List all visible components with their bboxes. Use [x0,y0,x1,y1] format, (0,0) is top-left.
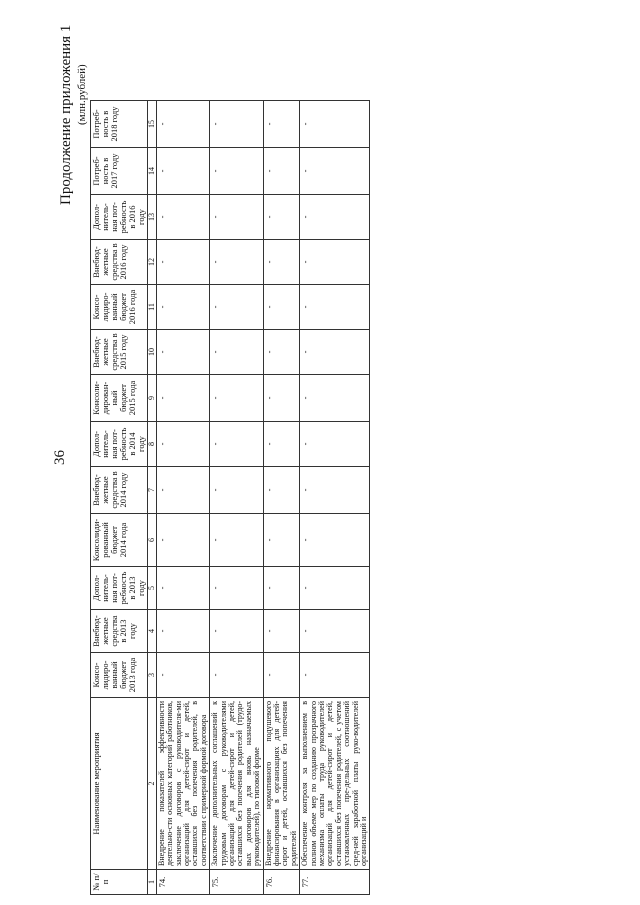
row-number: 74. [156,870,209,895]
value-cell: - [300,148,370,195]
column-number: 12 [147,240,156,285]
column-number: 15 [147,101,156,148]
value-cell: - [300,610,370,653]
header-cell: Консо-лидиро-ванный бюджет 2013 года [91,653,148,698]
column-number: 8 [147,422,156,467]
value-cell: - [300,375,370,422]
header-cell: Внебюд-жетные средства в 2015 году [91,330,148,375]
value-cell: - [156,240,209,285]
header-cell: Консо-лидиро-ванный бюджет 2016 года [91,285,148,330]
header-cell: Консолиди-рованный бюджет 2014 года [91,514,148,567]
value-cell: - [156,101,209,148]
header-cell: № п/п [91,870,148,895]
value-cell: - [210,467,263,514]
value-cell: - [210,610,263,653]
value-cell: - [263,653,300,698]
value-cell: - [156,285,209,330]
value-cell: - [210,375,263,422]
value-cell: - [156,375,209,422]
column-number: 2 [147,698,156,870]
value-cell: - [263,285,300,330]
value-cell: - [263,514,300,567]
value-cell: - [300,240,370,285]
value-cell: - [210,285,263,330]
header-cell: Допол-нитель-ная пот-ребность в 2016 году [91,195,148,240]
header-cell: Внебюд-жетные средства в 2016 году [91,240,148,285]
measure-name: Обеспечение контроля за выполнением в полном объеме мер по созданию прозрачного механизма оплаты труда руководителей организаций для детей-сирот и детей, оставшихся без попечения родителей, с учетом установленных пре-дельных соотношений сред-ней заработной платы руко-водителей организаций и [300,698,370,870]
header-cell: Допол-нитель-ная пот-ребность в 2013 году [91,567,148,610]
value-cell: - [210,148,263,195]
value-cell: - [263,195,300,240]
column-number: 4 [147,610,156,653]
header-cell: Наименование мероприятия [91,698,148,870]
value-cell: - [210,240,263,285]
column-number: 13 [147,195,156,240]
column-number: 14 [147,148,156,195]
row-number: 76. [263,870,300,895]
value-cell: - [263,610,300,653]
value-cell: - [156,610,209,653]
measure-name: Заключение дополнительных соглашений к трудовым договорам с руководителями организаций для детей-сирот и детей, оставшихся без попечения родителей (трудо-вых договоров для вновь назначаемых руководителей), по типовой форме [210,698,263,870]
column-number: 6 [147,514,156,567]
header-cell: Внебюд-жетные средства в 2013 году [91,610,148,653]
value-cell: - [156,514,209,567]
value-cell: - [156,330,209,375]
table-row [210,101,263,895]
value-cell: - [156,567,209,610]
value-cell: - [263,422,300,467]
table-row [263,101,300,895]
value-cell: - [300,195,370,240]
appendix-title: Продолжение приложения 1 [58,24,74,205]
value-cell: - [210,422,263,467]
table-row [156,101,209,895]
table-row [300,101,370,895]
column-number: 5 [147,567,156,610]
column-number-row [147,101,156,895]
header-cell: Потреб-ность в 2017 году [91,148,148,195]
row-number: 77. [300,870,370,895]
column-number: 9 [147,375,156,422]
value-cell: - [300,653,370,698]
value-cell: - [263,567,300,610]
currency-note: (млн.рублей) [76,64,88,125]
value-cell: - [210,330,263,375]
header-cell: Внебюд-жетные средства в 2014 году [91,467,148,514]
funding-table [90,100,370,895]
table-body [156,101,369,895]
value-cell: - [263,148,300,195]
measure-name: Внедрение нормативного подушевого финансирования в организациях для детей-сирот и детей, оставшихся без попечения родителей [263,698,300,870]
column-number: 10 [147,330,156,375]
value-cell: - [156,195,209,240]
value-cell: - [300,101,370,148]
header-cell: Допол-нитель-ная пот-ребность в 2014 году [91,422,148,467]
value-cell: - [300,285,370,330]
value-cell: - [210,514,263,567]
value-cell: - [300,330,370,375]
page-number: 36 [52,450,68,465]
header-row [91,101,148,895]
value-cell: - [263,467,300,514]
column-number: 1 [147,870,156,895]
value-cell: - [300,467,370,514]
header-cell: Консоли-дирован-ный бюджет 2015 года [91,375,148,422]
value-cell: - [300,514,370,567]
row-number: 75. [210,870,263,895]
value-cell: - [156,467,209,514]
value-cell: - [263,101,300,148]
value-cell: - [263,240,300,285]
value-cell: - [263,375,300,422]
column-number: 3 [147,653,156,698]
value-cell: - [210,101,263,148]
value-cell: - [156,653,209,698]
header-cell: Потреб-ность в 2018 году [91,101,148,148]
column-number: 11 [147,285,156,330]
value-cell: - [210,653,263,698]
column-number: 7 [147,467,156,514]
value-cell: - [210,195,263,240]
measure-name: Внедрение показателей эффективности деятельно-сти основных категорий работников, заключение договоров с руководителя-ми организаций для детей-сирот и детей, оставшихся без попечения родителей, в соответствии с примерной формой договора [156,698,209,870]
value-cell: - [263,330,300,375]
value-cell: - [300,567,370,610]
value-cell: - [156,148,209,195]
value-cell: - [300,422,370,467]
value-cell: - [210,567,263,610]
value-cell: - [156,422,209,467]
